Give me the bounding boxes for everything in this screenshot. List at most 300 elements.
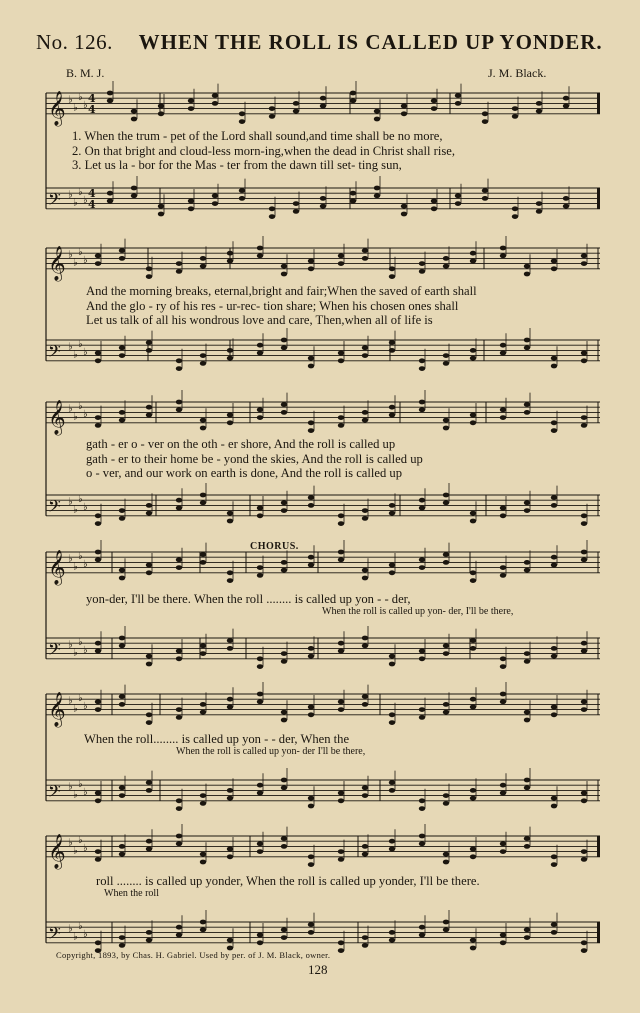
note-head bbox=[308, 705, 314, 710]
note-head bbox=[146, 780, 152, 785]
note-head bbox=[482, 196, 488, 201]
note-head bbox=[524, 508, 530, 513]
note-head bbox=[581, 261, 587, 266]
note-head bbox=[389, 720, 395, 725]
note-head bbox=[200, 361, 206, 366]
note-head bbox=[200, 418, 206, 423]
words-credit: B. M. J. bbox=[66, 66, 105, 80]
note-head bbox=[443, 418, 449, 423]
note-head bbox=[389, 662, 395, 667]
note-head bbox=[362, 576, 368, 581]
note-head bbox=[500, 940, 506, 945]
note-head bbox=[443, 361, 449, 366]
note-head bbox=[176, 565, 182, 570]
note-head bbox=[551, 712, 557, 717]
note-head bbox=[524, 785, 530, 790]
note-head bbox=[95, 351, 101, 356]
note-head bbox=[470, 638, 476, 643]
note-head bbox=[500, 791, 506, 796]
note-head bbox=[470, 348, 476, 353]
note-head bbox=[212, 193, 218, 198]
note-head bbox=[158, 212, 164, 217]
note-head bbox=[338, 707, 344, 712]
note-head bbox=[95, 557, 101, 562]
note-head bbox=[200, 264, 206, 269]
note-head bbox=[281, 844, 287, 849]
flat-icon: ♭ bbox=[68, 189, 73, 201]
note-head bbox=[524, 568, 530, 573]
note-head bbox=[389, 930, 395, 935]
note-head bbox=[338, 415, 344, 420]
note-head bbox=[500, 513, 506, 518]
note-head bbox=[320, 104, 326, 109]
note-head bbox=[257, 841, 263, 846]
note-head bbox=[320, 196, 326, 201]
note-head bbox=[176, 269, 182, 274]
note-head bbox=[107, 98, 113, 103]
note-head bbox=[176, 400, 182, 405]
note-head bbox=[257, 940, 263, 945]
note-head bbox=[455, 201, 461, 206]
flat-icon: ♭ bbox=[73, 703, 78, 715]
note-head bbox=[362, 516, 368, 521]
note-head bbox=[389, 511, 395, 516]
note-head bbox=[500, 246, 506, 251]
note-head bbox=[443, 493, 449, 498]
note-head bbox=[389, 847, 395, 852]
note-head bbox=[119, 418, 125, 423]
note-head bbox=[200, 643, 206, 648]
note-head bbox=[293, 101, 299, 106]
flat-icon: ♭ bbox=[78, 921, 83, 932]
note-head bbox=[308, 428, 314, 433]
note-head bbox=[188, 206, 194, 211]
note-head bbox=[443, 643, 449, 648]
note-head bbox=[581, 791, 587, 796]
note-head bbox=[500, 253, 506, 258]
note-head bbox=[389, 570, 395, 575]
note-head bbox=[308, 796, 314, 801]
note-head bbox=[227, 511, 233, 516]
note-head bbox=[470, 413, 476, 418]
flat-icon: ♭ bbox=[68, 94, 73, 106]
note-head bbox=[320, 96, 326, 101]
note-head bbox=[146, 788, 152, 793]
note-head bbox=[581, 849, 587, 854]
note-head bbox=[95, 358, 101, 363]
note-head bbox=[176, 366, 182, 371]
note-head bbox=[281, 927, 287, 932]
note-head bbox=[443, 256, 449, 261]
note-head bbox=[443, 552, 449, 557]
flat-icon: ♭ bbox=[68, 923, 73, 935]
note-head bbox=[470, 847, 476, 852]
flat-icon: ♭ bbox=[78, 494, 83, 505]
note-head bbox=[176, 806, 182, 811]
note-head bbox=[551, 503, 557, 508]
note-head bbox=[200, 426, 206, 431]
flat-icon: ♭ bbox=[83, 254, 88, 266]
note-head bbox=[374, 186, 380, 191]
note-head bbox=[536, 209, 542, 214]
note-head bbox=[176, 649, 182, 654]
system-6-bass-lyrics: When the roll bbox=[104, 888, 159, 899]
note-head bbox=[338, 521, 344, 526]
note-head bbox=[419, 269, 425, 274]
note-head bbox=[308, 555, 314, 560]
note-head bbox=[176, 798, 182, 803]
note-head bbox=[257, 513, 263, 518]
note-head bbox=[338, 849, 344, 854]
note-head bbox=[419, 806, 425, 811]
note-head bbox=[362, 643, 368, 648]
note-head bbox=[536, 101, 542, 106]
note-head bbox=[389, 413, 395, 418]
flat-icon: ♭ bbox=[83, 644, 88, 656]
treble-clef-icon: 𝄞 bbox=[48, 833, 66, 869]
note-head bbox=[443, 860, 449, 865]
note-head bbox=[95, 415, 101, 420]
note-head bbox=[338, 940, 344, 945]
note-head bbox=[374, 117, 380, 122]
note-head bbox=[146, 563, 152, 568]
note-head bbox=[524, 338, 530, 343]
note-head bbox=[281, 568, 287, 573]
note-head bbox=[338, 649, 344, 654]
note-head bbox=[401, 204, 407, 209]
note-head bbox=[455, 93, 461, 98]
note-head bbox=[212, 93, 218, 98]
bass-clef-icon: 𝄢 bbox=[48, 638, 61, 663]
note-head bbox=[146, 720, 152, 725]
note-head bbox=[470, 854, 476, 859]
flat-icon: ♭ bbox=[78, 779, 83, 790]
note-head bbox=[512, 106, 518, 111]
note-head bbox=[581, 557, 587, 562]
note-head bbox=[470, 938, 476, 943]
note-head bbox=[524, 500, 530, 505]
flat-icon: ♭ bbox=[83, 501, 88, 513]
note-head bbox=[443, 651, 449, 656]
note-head bbox=[389, 654, 395, 659]
bass-clef-icon: 𝄢 bbox=[48, 188, 61, 213]
note-head bbox=[419, 933, 425, 938]
flat-icon: ♭ bbox=[73, 411, 78, 423]
note-head bbox=[227, 646, 233, 651]
note-head bbox=[308, 356, 314, 361]
note-head bbox=[419, 261, 425, 266]
note-head bbox=[227, 847, 233, 852]
bass-clef-icon: 𝄢 bbox=[48, 780, 61, 805]
note-head bbox=[524, 264, 530, 269]
system-4-bass-lyrics: When the roll is called up yon- der, I'll be there, bbox=[322, 606, 514, 617]
verse-3-line: o - ver, and our work on earth is done, And the roll is called up bbox=[86, 466, 403, 480]
note-head bbox=[470, 511, 476, 516]
note-head bbox=[95, 550, 101, 555]
time-signature-top: 4 bbox=[88, 187, 96, 200]
note-head bbox=[176, 557, 182, 562]
note-head bbox=[308, 804, 314, 809]
note-head bbox=[374, 109, 380, 114]
note-head bbox=[455, 101, 461, 106]
note-head bbox=[176, 707, 182, 712]
system-5-lyrics: When the roll........ is called up yon - - der, When the bbox=[84, 732, 350, 746]
system-4-lyrics: yon-der, I'll be there. When the roll ........ is called up yon - - der, bbox=[86, 592, 411, 606]
note-head bbox=[119, 935, 125, 940]
note-head bbox=[308, 654, 314, 659]
note-head bbox=[419, 656, 425, 661]
note-head bbox=[308, 712, 314, 717]
flat-icon: ♭ bbox=[68, 403, 73, 415]
note-head bbox=[551, 854, 557, 859]
note-head bbox=[281, 264, 287, 269]
system-5-bass-lyrics: When the roll is called up yon- der I'll be there, bbox=[176, 746, 366, 757]
note-head bbox=[95, 857, 101, 862]
note-head bbox=[389, 938, 395, 943]
note-head bbox=[338, 261, 344, 266]
note-head bbox=[281, 410, 287, 415]
note-head bbox=[362, 410, 368, 415]
note-head bbox=[512, 206, 518, 211]
note-head bbox=[95, 423, 101, 428]
note-head bbox=[95, 940, 101, 945]
note-head bbox=[257, 565, 263, 570]
note-head bbox=[524, 927, 530, 932]
note-head bbox=[281, 718, 287, 723]
flat-icon: ♭ bbox=[83, 99, 88, 111]
note-head bbox=[500, 565, 506, 570]
verse-3-line: 3. Let us la - bor for the Mas - ter from the dawn till set- ting sun, bbox=[72, 158, 402, 172]
note-head bbox=[257, 699, 263, 704]
flat-icon: ♭ bbox=[68, 695, 73, 707]
note-head bbox=[338, 550, 344, 555]
note-head bbox=[524, 836, 530, 841]
note-head bbox=[551, 555, 557, 560]
note-head bbox=[338, 791, 344, 796]
note-head bbox=[524, 345, 530, 350]
note-head bbox=[200, 920, 206, 925]
note-head bbox=[119, 643, 125, 648]
note-head bbox=[536, 109, 542, 114]
note-head bbox=[500, 692, 506, 697]
system-1-lyrics bbox=[72, 129, 455, 173]
note-head bbox=[443, 560, 449, 565]
flat-icon: ♭ bbox=[73, 845, 78, 857]
note-head bbox=[389, 839, 395, 844]
note-head bbox=[95, 798, 101, 803]
flat-icon: ♭ bbox=[68, 553, 73, 565]
note-head bbox=[443, 801, 449, 806]
note-head bbox=[227, 638, 233, 643]
note-head bbox=[131, 186, 137, 191]
note-head bbox=[239, 196, 245, 201]
note-head bbox=[257, 246, 263, 251]
note-head bbox=[551, 428, 557, 433]
note-head bbox=[470, 259, 476, 264]
note-head bbox=[581, 423, 587, 428]
note-head bbox=[257, 849, 263, 854]
note-head bbox=[500, 933, 506, 938]
note-head bbox=[470, 697, 476, 702]
note-head bbox=[362, 353, 368, 358]
note-head bbox=[401, 111, 407, 116]
note-head bbox=[131, 109, 137, 114]
note-head bbox=[200, 651, 206, 656]
note-head bbox=[362, 418, 368, 423]
flat-icon: ♭ bbox=[78, 637, 83, 648]
note-head bbox=[500, 699, 506, 704]
note-head bbox=[239, 188, 245, 193]
note-head bbox=[500, 573, 506, 578]
note-head bbox=[158, 204, 164, 209]
note-head bbox=[524, 659, 530, 664]
note-head bbox=[107, 199, 113, 204]
note-head bbox=[308, 364, 314, 369]
note-head bbox=[119, 844, 125, 849]
note-head bbox=[95, 261, 101, 266]
note-head bbox=[281, 338, 287, 343]
note-head bbox=[146, 266, 152, 271]
note-head bbox=[470, 946, 476, 951]
note-head bbox=[362, 694, 368, 699]
note-head bbox=[239, 111, 245, 116]
note-head bbox=[227, 578, 233, 583]
note-head bbox=[512, 214, 518, 219]
note-head bbox=[419, 565, 425, 570]
note-head bbox=[443, 353, 449, 358]
note-head bbox=[176, 841, 182, 846]
note-head bbox=[362, 943, 368, 948]
flat-icon: ♭ bbox=[68, 249, 73, 261]
note-head bbox=[419, 407, 425, 412]
system-2-lyrics bbox=[86, 284, 477, 328]
note-head bbox=[362, 568, 368, 573]
note-head bbox=[119, 353, 125, 358]
note-head bbox=[257, 933, 263, 938]
note-head bbox=[500, 656, 506, 661]
note-head bbox=[470, 420, 476, 425]
note-head bbox=[500, 343, 506, 348]
note-head bbox=[146, 930, 152, 935]
note-head bbox=[419, 841, 425, 846]
flat-icon: ♭ bbox=[78, 247, 83, 258]
note-head bbox=[389, 274, 395, 279]
treble-clef-icon: 𝄞 bbox=[48, 90, 66, 126]
note-head bbox=[338, 641, 344, 646]
note-head bbox=[362, 256, 368, 261]
flat-icon: ♭ bbox=[83, 346, 88, 358]
note-head bbox=[293, 201, 299, 206]
note-head bbox=[536, 201, 542, 206]
flat-icon: ♭ bbox=[83, 558, 88, 570]
note-head bbox=[95, 649, 101, 654]
bass-clef-icon: 𝄢 bbox=[48, 922, 61, 947]
note-head bbox=[119, 568, 125, 573]
note-head bbox=[431, 199, 437, 204]
note-head bbox=[470, 251, 476, 256]
flat-icon: ♭ bbox=[73, 102, 78, 114]
note-head bbox=[119, 256, 125, 261]
note-head bbox=[257, 664, 263, 669]
note-head bbox=[551, 420, 557, 425]
note-head bbox=[281, 272, 287, 277]
note-head bbox=[227, 796, 233, 801]
flat-icon: ♭ bbox=[83, 786, 88, 798]
note-head bbox=[362, 248, 368, 253]
note-head bbox=[146, 274, 152, 279]
note-head bbox=[212, 201, 218, 206]
note-head bbox=[176, 261, 182, 266]
verse-3-line: Let us talk of all his wondrous love and care, Then,when all of life is bbox=[86, 313, 433, 327]
treble-clef-icon: 𝄞 bbox=[48, 399, 66, 435]
note-head bbox=[281, 345, 287, 350]
note-head bbox=[281, 500, 287, 505]
note-head bbox=[551, 654, 557, 659]
note-head bbox=[362, 793, 368, 798]
note-head bbox=[362, 345, 368, 350]
note-head bbox=[350, 91, 356, 96]
note-head bbox=[281, 560, 287, 565]
note-head bbox=[119, 694, 125, 699]
verse-1-line: 1. When the trum - pet of the Lord shall sound,and time shall be no more, bbox=[72, 129, 443, 143]
note-head bbox=[119, 636, 125, 641]
music-credit: J. M. Black. bbox=[488, 66, 547, 80]
note-head bbox=[581, 550, 587, 555]
note-head bbox=[320, 204, 326, 209]
note-head bbox=[563, 104, 569, 109]
note-head bbox=[470, 796, 476, 801]
note-head bbox=[281, 785, 287, 790]
note-head bbox=[281, 659, 287, 664]
note-head bbox=[443, 927, 449, 932]
note-head bbox=[293, 109, 299, 114]
note-head bbox=[374, 193, 380, 198]
note-head bbox=[131, 117, 137, 122]
note-head bbox=[158, 104, 164, 109]
note-head bbox=[227, 519, 233, 524]
note-head bbox=[512, 114, 518, 119]
note-head bbox=[257, 415, 263, 420]
note-head bbox=[308, 922, 314, 927]
note-head bbox=[443, 793, 449, 798]
flat-icon: ♭ bbox=[78, 339, 83, 350]
note-head bbox=[281, 651, 287, 656]
note-head bbox=[95, 707, 101, 712]
note-head bbox=[239, 119, 245, 124]
flat-icon: ♭ bbox=[73, 504, 78, 516]
flat-icon: ♭ bbox=[78, 551, 83, 562]
note-head bbox=[227, 413, 233, 418]
chorus-label: CHORUS. bbox=[250, 541, 299, 552]
note-head bbox=[500, 664, 506, 669]
bass-clef-icon: 𝄢 bbox=[48, 340, 61, 365]
note-head bbox=[227, 570, 233, 575]
note-head bbox=[257, 253, 263, 258]
note-head bbox=[581, 948, 587, 953]
note-head bbox=[269, 106, 275, 111]
hymn-number: No. 126. bbox=[36, 30, 113, 54]
note-head bbox=[581, 940, 587, 945]
note-head bbox=[551, 495, 557, 500]
note-head bbox=[281, 778, 287, 783]
verse-1-line: gath - er o - ver on the oth - er shore, And the roll is called up bbox=[86, 437, 396, 451]
note-head bbox=[362, 935, 368, 940]
note-head bbox=[419, 400, 425, 405]
note-head bbox=[176, 925, 182, 930]
note-head bbox=[362, 702, 368, 707]
note-head bbox=[500, 415, 506, 420]
note-head bbox=[200, 500, 206, 505]
